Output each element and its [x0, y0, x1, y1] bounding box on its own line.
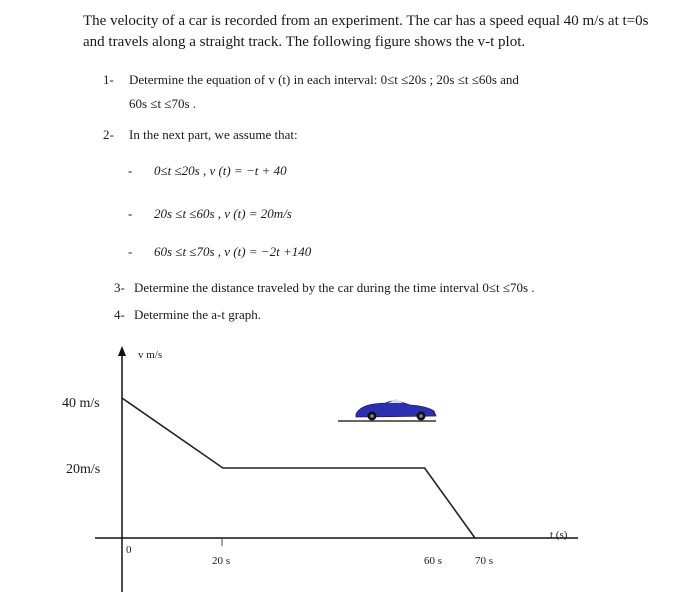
q4-text: Determine the a-t graph. [134, 307, 262, 322]
q2-item-1: 0≤t ≤20s , v (t) = −t + 40 [154, 163, 287, 178]
x-tick-20-label: 20 s [212, 555, 231, 567]
y-axis-label: v m/s [138, 349, 163, 361]
x-tick-0: 0 [126, 544, 132, 556]
x-tick-70-label: 70 s [475, 555, 494, 567]
q2-text: In the next part, we assume that: [129, 127, 298, 142]
q2-bullet-3: - [128, 244, 133, 259]
q4-number: 4- [114, 307, 125, 322]
q2-bullet-1: - [128, 163, 133, 178]
q2-item-3: 60s ≤t ≤70s , v (t) = −2t +140 [154, 244, 312, 259]
q3-number: 3- [114, 280, 125, 295]
q2-bullet-2: - [128, 206, 133, 221]
q2-item-2: 20s ≤t ≤60s , v (t) = 20m/s [154, 206, 292, 221]
x-axis-label: t (s) [550, 529, 568, 541]
x-tick-60-label: 60 s [424, 555, 443, 567]
car-icon [356, 399, 436, 421]
q3-text: Determine the distance traveled by the car during the time interval 0≤t ≤70s . [134, 280, 535, 295]
y-axis-arrow [118, 346, 126, 356]
q2-number: 2- [103, 127, 114, 142]
y-tick-20: 20m/s [66, 462, 101, 477]
q1-text: Determine the equation of v (t) in each interval: 0≤t ≤20s ; 20s ≤t ≤60s and [129, 72, 519, 87]
y-tick-40: 40 m/s [62, 396, 100, 411]
q1-number: 1- [103, 72, 114, 87]
intro-line-1: The velocity of a car is recorded from an experiment. The car has a speed equal 40 m/s at t=0s [83, 13, 649, 29]
q1-text-2: 60s ≤t ≤70s . [129, 96, 196, 111]
intro-line-2: and travels along a straight track. The following figure shows the v-t plot. [83, 34, 526, 50]
